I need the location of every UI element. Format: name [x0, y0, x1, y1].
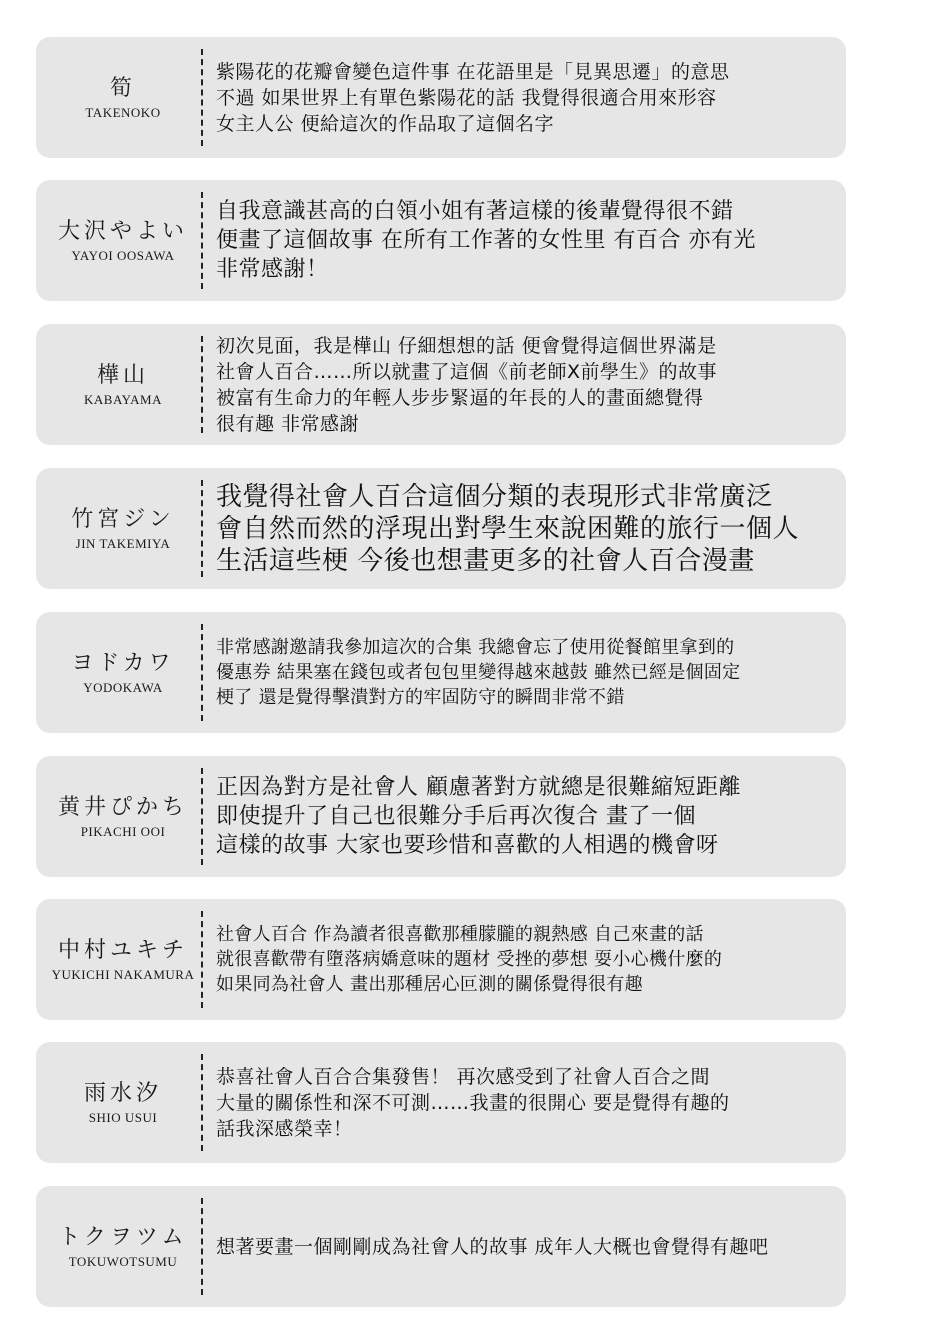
- author-romaji: KABAYAMA: [84, 391, 162, 407]
- comment-text: 社會人百合 作為讀者很喜歡那種朦朧的親熱感 自己來畫的話 就很喜歡帶有墮落病嬌意味的題材 受挫的夢想 耍小心機什麼的 如果同為社會人 畫出那種居心叵測的關係覺得很有趣: [216, 924, 723, 995]
- author-name: 樺山: [96, 362, 149, 388]
- comment-block: [216, 612, 836, 733]
- author-block: [36, 1042, 210, 1163]
- author-name: 黄井ぴかち: [57, 794, 188, 820]
- comment-block: [216, 899, 836, 1020]
- comment-card-yodokawa: [36, 612, 846, 733]
- author-block: [36, 324, 210, 445]
- comment-text: 初次見面，我是樺山 仔細想想的話 便會覺得這個世界滿是 社會人百合……所以就畫了這個《前老師X前學生》的故事 被富有生命力的年輕人步步緊逼的年長的人的畫面總覺得 很有趣 非常感謝: [216, 334, 718, 435]
- comment-block: [216, 1186, 836, 1307]
- author-romaji: TAKENOKO: [85, 104, 161, 120]
- dashed-divider: [201, 49, 203, 146]
- comment-card-takenoko: [36, 37, 846, 158]
- comment-block: [216, 324, 836, 445]
- comment-text: 非常感謝邀請我參加這次的合集 我總會忘了使用從餐館里拿到的 優惠券 結果塞在錢包或者包包里變得越來越鼓 雖然已經是個固定 梗了 還是覺得擊潰對方的牢固防守的瞬間非常不錯: [216, 637, 741, 708]
- comment-card-takemiya: [36, 468, 846, 589]
- author-romaji: YUKICHI NAKAMURA: [51, 966, 195, 982]
- comment-block: [216, 180, 836, 301]
- comment-block: [216, 37, 836, 158]
- dashed-divider: [201, 336, 203, 433]
- author-romaji: TOKUWOTSUMU: [68, 1253, 178, 1269]
- author-romaji: JIN TAKEMIYA: [75, 535, 171, 551]
- author-name: 大沢やよい: [57, 218, 188, 244]
- comment-text: 自我意識甚高的白領小姐有著這樣的後輩覺得很不錯 便畫了這個故事 在所有工作著的女性里 有百合 亦有光 非常感謝！: [216, 199, 756, 282]
- author-block: [36, 756, 210, 877]
- comment-card-tokuwotsumu: [36, 1186, 846, 1307]
- author-block: [36, 612, 210, 733]
- dashed-divider: [201, 1054, 203, 1151]
- comment-text: 我覺得社會人百合這個分類的表現形式非常廣泛 會自然而然的浮現出對學生來說困難的旅行一個人 生活這些梗 今後也想畫更多的社會人百合漫畫: [216, 481, 800, 576]
- author-block: [36, 180, 210, 301]
- dashed-divider: [201, 480, 203, 577]
- dashed-divider: [201, 192, 203, 289]
- comment-block: [216, 468, 836, 589]
- comment-card-oosawa: [36, 180, 846, 301]
- dashed-divider: [201, 624, 203, 721]
- comment-card-pikachi: [36, 756, 846, 877]
- author-romaji: YAYOI OOSAWA: [71, 247, 175, 263]
- comment-text: 想著要畫一個剛剛成為社會人的故事 成年人大概也會覺得有趣吧: [216, 1235, 769, 1258]
- dashed-divider: [201, 911, 203, 1008]
- comment-card-kabayama: [36, 324, 846, 445]
- author-block: [36, 468, 210, 589]
- author-block: [36, 1186, 210, 1307]
- comment-block: [216, 756, 836, 877]
- author-name: 竹宮ジン: [71, 506, 175, 532]
- dashed-divider: [201, 1198, 203, 1295]
- comment-text: 恭喜社會人百合合集發售！ 再次感受到了社會人百合之間 大量的關係性和深不可測……我畫的很開心 要是覺得有趣的 話我深感榮幸！: [216, 1065, 730, 1140]
- author-name: 筍: [109, 75, 136, 101]
- comment-text: 正因為對方是社會人 顧慮著對方就總是很難縮短距離 即使提升了自己也很難分手后再次復合 畫了一個 這樣的故事 大家也要珍惜和喜歡的人相遇的機會呀: [216, 775, 741, 858]
- comment-text: 紫陽花的花瓣會變色這件事 在花語里是「見異思遷」的意思 不過 如果世界上有單色紫陽花的話 我覺得很適合用來形容 女主人公 便給這次的作品取了這個名字: [216, 60, 730, 135]
- comment-block: [216, 1042, 836, 1163]
- comment-card-nakamura: [36, 899, 846, 1020]
- author-name: 雨水汐: [83, 1080, 162, 1106]
- comment-card-usui: [36, 1042, 846, 1163]
- author-romaji: PIKACHI OOI: [80, 823, 166, 839]
- author-romaji: YODOKAWA: [83, 679, 163, 695]
- author-name: ヨドカワ: [71, 650, 175, 676]
- dashed-divider: [201, 768, 203, 865]
- author-name: トクヲツム: [58, 1224, 188, 1250]
- author-block: [36, 37, 210, 158]
- author-block: [36, 899, 210, 1020]
- author-romaji: SHIO USUI: [88, 1109, 158, 1125]
- author-name: 中村ユキチ: [57, 937, 188, 963]
